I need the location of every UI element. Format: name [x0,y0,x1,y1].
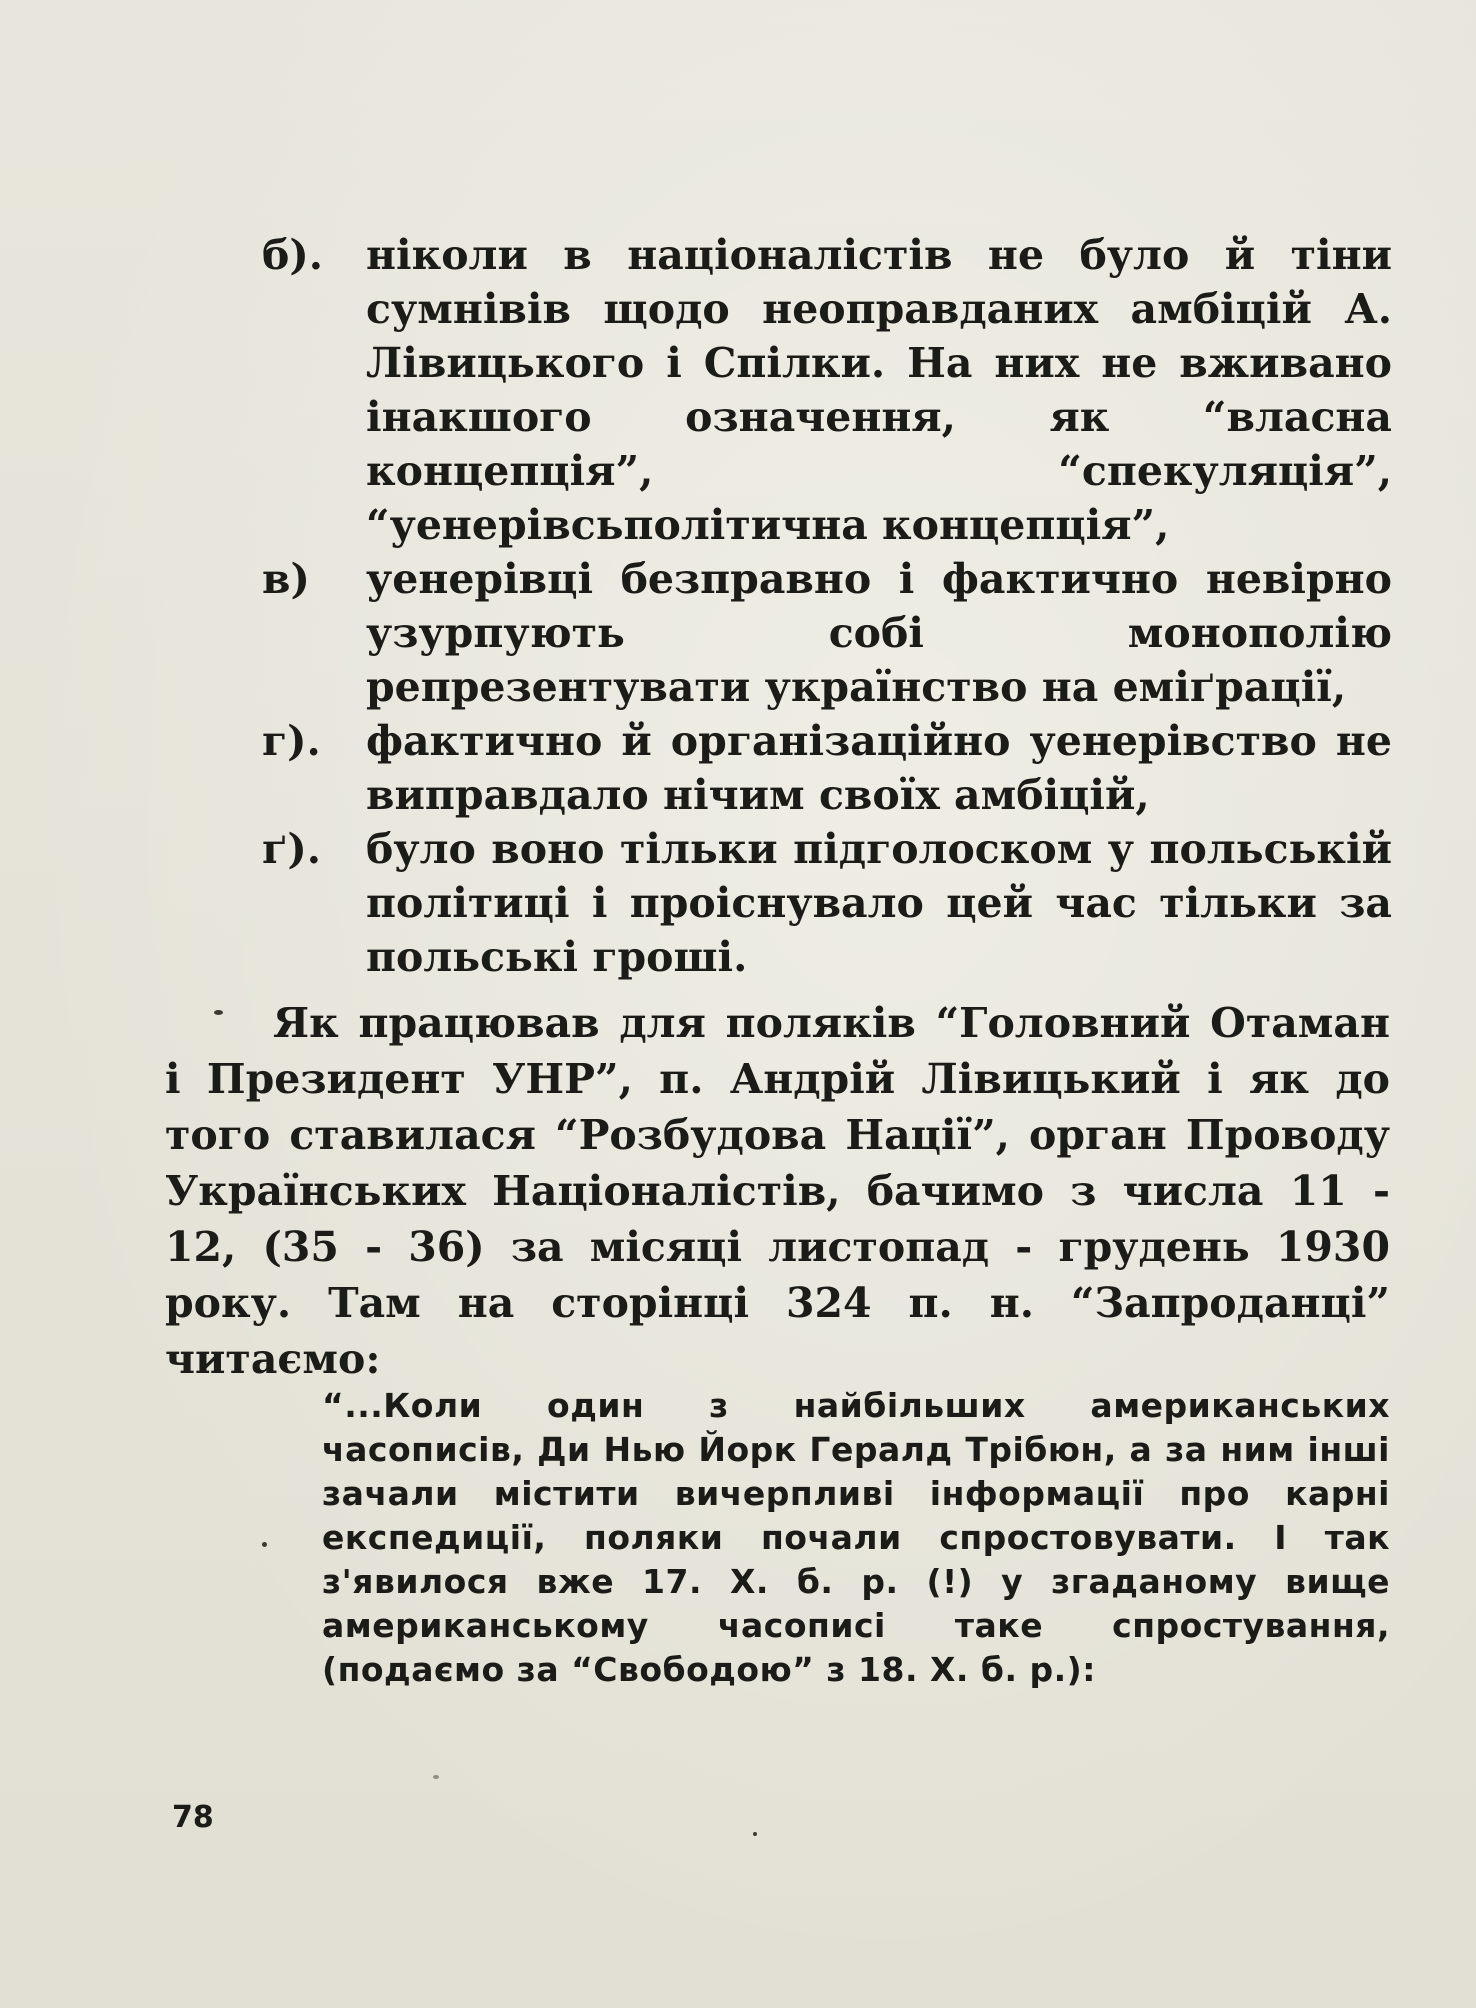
print-speck [214,1010,223,1015]
list-marker: в) [262,555,310,603]
list-item [262,714,1392,822]
list-item [262,822,1392,984]
block-quote: “...Коли один з найбільших американських часописів, Ди Нью Йорк Гералд Трібюн, а за ним інші зачали містити вичерпливі інформації про карні експедиції, поляки почали спростовувати. І так з'явилося вже 17. Х. б. р. (!) у згаданому вище американському часописі таке спростування, (подаємо за “Свободою” з 18. Х. б. р.): [322,1386,1390,1689]
list-item-text: фактично й організаційно уенерівство не виправдало нічим своїх амбіцій, [366,717,1392,819]
body-paragraph: Як працював для поляків “Головний Отаман і Президент УНР”, п. Андрій Лівицький і як до того ставилася “Розбудова Нації”, орган Проводу Українських Націоналістів, бачимо з числа 11 - 12, (35 - 36) за місяці листопад - грудень 1930 року. Там на сторінці 324 п. н. “Запроданці” читаємо: [165,999,1390,1383]
numbered-list [262,228,1392,984]
print-speck [753,1832,757,1836]
list-item-text: ніколи в націоналістів не було й тіни сумнівів щодо неоправданих амбіцій А. Лівицького і Спілки. На них не вживано інакшого означення, як “власна концепція”, “спекуляція”, “уенерівсьполітична концепція”, [366,231,1392,549]
list-item-text: уенерівці безправно і фактично невірно узурпують собі монополію репрезентувати українство на еміґрації, [366,555,1392,711]
page-number: 78 [172,1800,214,1835]
print-speck [433,1775,439,1779]
list-marker: б). [262,231,324,279]
list-marker: ґ). [262,825,321,873]
list-item [262,552,1392,714]
list-item [262,228,1392,552]
list-marker: г). [262,717,321,765]
list-item-text: було воно тільки підголоском у польській політиці і проіснувало цей час тільки за польські гроші. [366,825,1392,981]
print-speck [262,1542,267,1547]
